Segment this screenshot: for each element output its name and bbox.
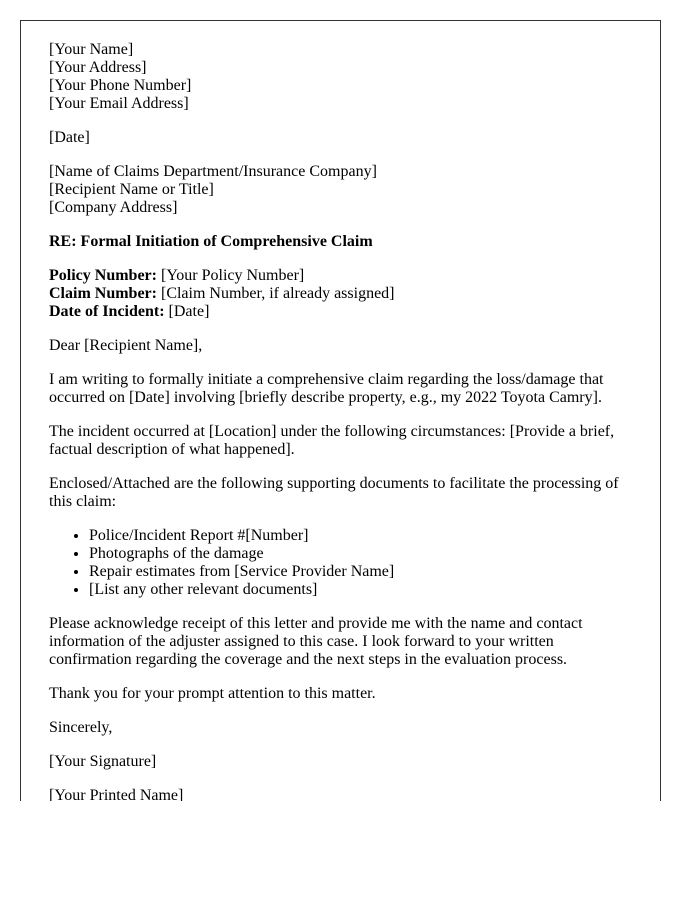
- incident-date-line: [49, 303, 632, 321]
- body-paragraph-3: Enclosed/Attached are the following supporting documents to facilitate the processing of this claim:: [49, 475, 619, 510]
- recipient-block: [49, 163, 632, 217]
- sender-email: [Your Email Address]: [49, 95, 189, 112]
- recipient-name-title: [Recipient Name or Title]: [49, 181, 214, 198]
- supporting-documents-list: [49, 527, 632, 599]
- signature-placeholder: [Your Signature]: [49, 753, 157, 770]
- recipient-department: [Name of Claims Department/Insurance Company]: [49, 163, 377, 180]
- body-paragraph-2: The incident occurred at [Location] under the following circumstances: [Provide a brief, factual description of what happened].: [49, 423, 615, 458]
- valediction: Sincerely,: [49, 719, 113, 736]
- list-item: • Police/Incident Report #[Number]: [89, 527, 632, 545]
- body-paragraph-4: Please acknowledge receipt of this letter and provide me with the name and contact information of the adjuster assigned to this case. I look forward to your written confirmation regarding the coverage and the next steps in the evaluation process.: [49, 615, 583, 668]
- sender-phone: [Your Phone Number]: [49, 77, 192, 94]
- policy-number-label: Policy Number:: [49, 267, 157, 284]
- printed-name: [Your Printed Name]: [49, 787, 184, 801]
- incident-date-value: [Date]: [168, 303, 210, 320]
- sender-address: [Your Address]: [49, 59, 147, 76]
- letter-page: [20, 20, 661, 801]
- list-item: • [List any other relevant documents]: [89, 581, 632, 599]
- claim-number-line: [49, 285, 632, 303]
- letter-content: [21, 21, 660, 801]
- body-paragraph-1: I am writing to formally initiate a comprehensive claim regarding the loss/damage that occurred on [Date] involving [briefly describe property, e.g., my 2022 Toyota Camry].: [49, 371, 604, 406]
- letter-date: [Date]: [49, 129, 90, 146]
- sender-name: [Your Name]: [49, 41, 134, 58]
- salutation: Dear [Recipient Name],: [49, 337, 203, 354]
- claim-number-label: Claim Number:: [49, 285, 157, 302]
- list-item: • Photographs of the damage: [89, 545, 632, 563]
- policy-number-line: [49, 267, 632, 285]
- list-item: • Repair estimates from [Service Provider Name]: [89, 563, 632, 581]
- recipient-address: [Company Address]: [49, 199, 178, 216]
- reference-block: [49, 267, 632, 321]
- incident-date-label: Date of Incident:: [49, 303, 165, 320]
- policy-number-value: [Your Policy Number]: [160, 267, 305, 284]
- claim-number-value: [Claim Number, if already assigned]: [160, 285, 395, 302]
- body-paragraph-5: Thank you for your prompt attention to this matter.: [49, 685, 376, 702]
- subject-line: RE: Formal Initiation of Comprehensive Claim: [49, 233, 373, 250]
- sender-block: [49, 41, 632, 113]
